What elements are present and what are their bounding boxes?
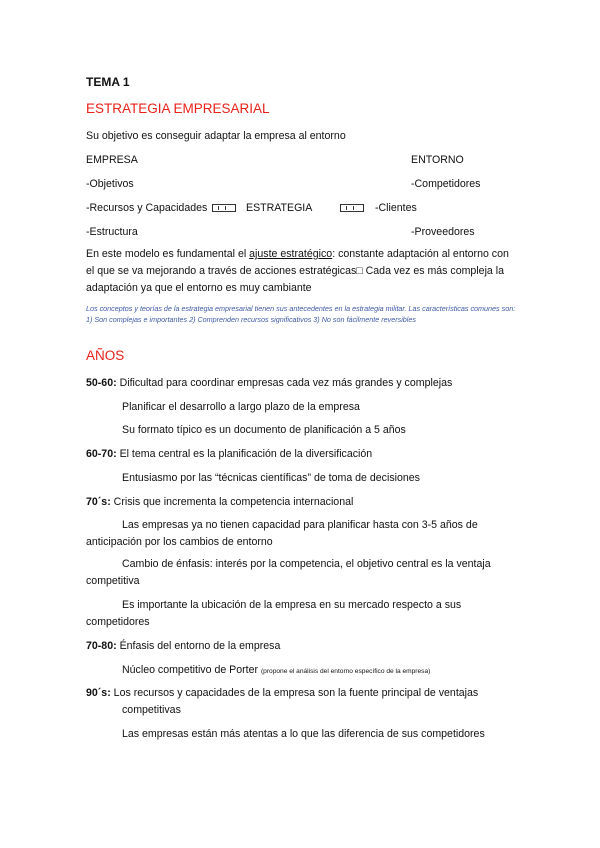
- model-paragraph: [86, 246, 518, 297]
- period-subpoint: Planificar el desarrollo a largo plazo de la empresa: [122, 401, 360, 413]
- period-subpoint: Es importante la ubicación de la empresa en su mercado respecto a sus competidores: [86, 599, 462, 628]
- military-note: Los conceptos y teorías de la estrategia empresarial tienen sus antecedentes en la estrategia militar. Las características comunes son: 1) Son complejas e importantes 2) Comprenden recursos significativos 3) No son fácilmente reversibles: [86, 304, 516, 324]
- empresa-item: -Estructura: [86, 226, 138, 238]
- entorno-item: -Competidores: [411, 178, 481, 190]
- arrow-right-icon: [340, 203, 364, 216]
- period-row: [86, 448, 372, 461]
- period-label: 70´s:: [86, 496, 111, 508]
- period-subpoint: Las empresas están más atentas a lo que las diferencia de sus competidores: [122, 728, 485, 740]
- entorno-item: -Proveedores: [411, 226, 475, 238]
- porter-text: Núcleo competitivo de Porter: [122, 664, 261, 676]
- estrategia-label: ESTRATEGIA: [246, 202, 313, 214]
- model-intro: En este modelo es fundamental el: [86, 248, 250, 260]
- period-text: Crisis que incrementa la competencia internacional: [110, 496, 354, 508]
- tema-label: TEMA 1: [86, 75, 130, 89]
- period-subpoint: Su formato típico es un documento de planificación a 5 años: [122, 424, 406, 436]
- period-label: 90´s:: [86, 687, 111, 699]
- period-label: 60-70:: [86, 448, 117, 460]
- period-text: El tema central es la planificación de la diversificación: [116, 448, 373, 460]
- period-label: 50-60:: [86, 377, 117, 389]
- objective-text: Su objetivo es conseguir adaptar la empresa al entorno: [86, 130, 346, 142]
- empresa-heading: EMPRESA: [86, 154, 138, 166]
- model-rest: : constante adaptación al entorno con el que se va mejorando a través de acciones estratégicas□ Cada vez es más compleja la adaptación ya que el entorno es muy cambiante: [86, 248, 509, 294]
- period-row: [86, 685, 518, 719]
- arrow-right-icon: [212, 203, 236, 216]
- period-row: [86, 640, 280, 653]
- period-subpoint: Las empresas ya no tienen capacidad para planificar hasta con 3-5 años de anticipación por los cambios de entorno: [86, 519, 478, 548]
- empresa-item: -Objetivos: [86, 178, 134, 190]
- ajuste-estrategico-term: ajuste estratégico: [249, 248, 333, 260]
- empresa-item: -Recursos y Capacidades: [86, 202, 208, 214]
- period-subpoint: Cambio de énfasis: interés por la competencia, el objetivo central es la ventaja competitiva: [86, 558, 491, 587]
- entorno-item: -Clientes: [375, 202, 417, 214]
- heading-anos: AÑOS: [86, 348, 125, 363]
- heading-estrategia: ESTRATEGIA EMPRESARIAL: [86, 101, 270, 116]
- period-text: Los recursos y capacidades de la empresa son la fuente principal de ventajas competitivas: [110, 687, 479, 716]
- period-label: 70-80:: [86, 640, 117, 652]
- period-subpoint: Entusiasmo por las “técnicas científicas” de toma de decisiones: [122, 472, 420, 484]
- period-text: Énfasis del entorno de la empresa: [116, 640, 281, 652]
- porter-note: (propone el análisis del entorno específico de la empresa): [260, 668, 431, 675]
- period-row: [86, 377, 452, 390]
- period-text: Dificultad para coordinar empresas cada vez más grandes y complejas: [116, 377, 453, 389]
- entorno-heading: ENTORNO: [411, 154, 464, 166]
- period-subpoint: [122, 664, 430, 678]
- period-row: [86, 496, 353, 509]
